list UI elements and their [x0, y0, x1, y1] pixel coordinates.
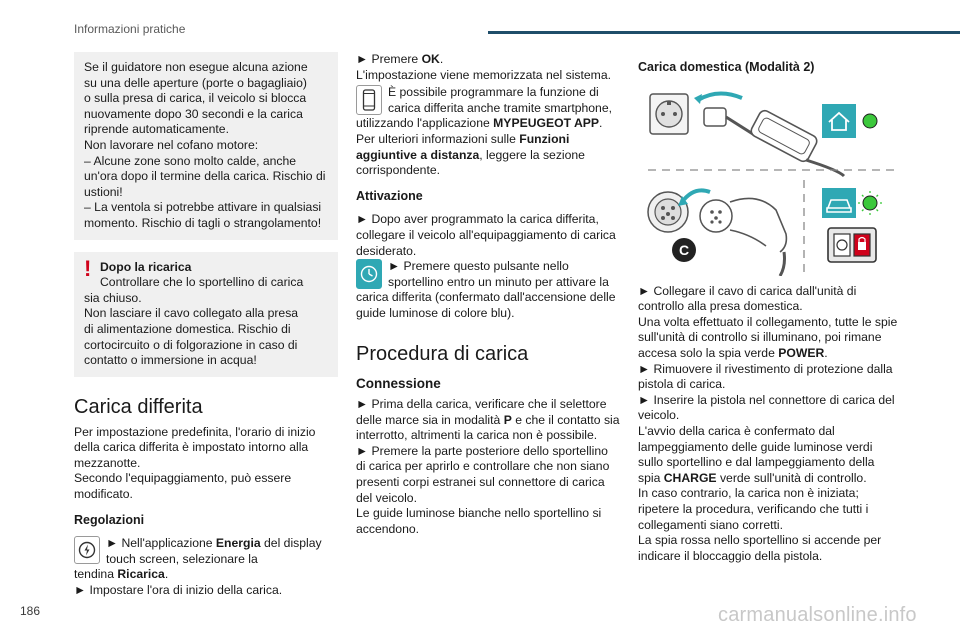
- smartphone-line-2: carica differita anche tramite smartphone,: [388, 100, 612, 115]
- home-charge-line: ripetere la procedura, verificando che tutti i: [638, 501, 869, 516]
- home-icon: [822, 104, 856, 138]
- home-charge-line: pistola di carica.: [638, 377, 726, 392]
- green-light-icon: [863, 114, 877, 128]
- paragraph-line: Secondo l'equipaggiamento, può essere: [74, 471, 292, 486]
- box1-line: nuovamente dopo 30 secondi e la carica: [84, 106, 303, 121]
- box1-line: o sulla presa di carica, il veicolo si blocca: [84, 91, 307, 106]
- smartphone-icon: [356, 85, 382, 115]
- smartphone-row: [356, 85, 624, 116]
- warning-line: Controllare che lo sportellino di carica: [100, 275, 304, 290]
- connection-line: accendono.: [356, 521, 420, 536]
- more-info-line-3: corrispondente.: [356, 163, 441, 178]
- connection-line: di carica per aprirlo e controllare che non siano: [356, 459, 610, 474]
- column-left: [74, 52, 338, 599]
- warning-line: sia chiuso.: [84, 290, 142, 305]
- box1-line: momento. Rischio di tagli o strangolamento!: [84, 215, 322, 230]
- car-icon: [822, 188, 856, 218]
- settings-line-2: touch screen, selezionare la: [106, 551, 258, 566]
- home-charging-illustration: [638, 84, 900, 276]
- smartphone-line-3: utilizzando l'applicazione MYPEUGEOT APP.: [356, 116, 603, 131]
- box1-line: – Alcune zone sono molto calde, anche: [84, 153, 297, 168]
- home-charge-line: ► Rimuovere il rivestimento di protezione dalla: [638, 361, 893, 376]
- subsection-title-activation: Attivazione: [356, 188, 423, 203]
- paragraph-line: della carica differita è impostato intorno alla: [74, 440, 309, 455]
- home-charge-line: veicolo.: [638, 408, 680, 423]
- box1-line: un'ora dopo il termine della carica. Rischio di: [84, 169, 326, 184]
- home-charge-line: In caso contrario, la carica non è iniziata;: [638, 486, 859, 501]
- household-socket-icon: [650, 94, 688, 134]
- activation-line: desiderato.: [356, 243, 417, 258]
- header-accent-bar: [488, 31, 960, 34]
- settings-line-3: tendina Ricarica.: [74, 567, 169, 582]
- info-box-locking: [74, 52, 338, 240]
- home-charge-line: ► Collegare il cavo di carica dall'unità di: [638, 283, 857, 298]
- more-info-line-1: Per ulteriori informazioni sulle Funzioni: [356, 131, 570, 146]
- box1-line: – La ventola si potrebbe attivare in qualsiasi: [84, 200, 322, 215]
- button-line-2: sportellino entro un minuto per attivare la: [388, 274, 609, 289]
- warning-line: di alimentazione domestica. Rischio di: [84, 321, 291, 336]
- page-number: 186: [20, 604, 41, 618]
- connection-line: presenti corpi estranei sul connettore di carica: [356, 475, 605, 490]
- deferred-charge-button-icon: [356, 259, 382, 289]
- box1-line: Se il guidatore non esegue alcuna azione: [84, 60, 308, 74]
- page-header-title: Informazioni pratiche: [74, 22, 186, 36]
- connection-line: interrotto, altrimenti la carica non è possibile.: [356, 428, 598, 443]
- subsection-title-home-charging: Carica domestica (Modalità 2): [638, 60, 815, 74]
- green-blinking-light-icon: [863, 196, 877, 210]
- smartphone-line-1: È possibile programmare la funzione di: [388, 85, 599, 100]
- paragraph-line: mezzanotte.: [74, 455, 141, 470]
- charging-gun-icon: [700, 198, 786, 276]
- connection-line: del veicolo.: [356, 490, 417, 505]
- home-charge-line: La spia rossa nello sportellino si accende per: [638, 533, 882, 548]
- memorized-line: L'impostazione viene memorizzata nel sistema.: [356, 67, 611, 82]
- connection-line: delle marce sia in modalità P e che il contatto sia: [356, 412, 620, 427]
- box1-line: Non lavorare nel cofano motore:: [84, 137, 259, 152]
- home-charge-line: sullo sportellino e dal lampeggiamento della: [638, 455, 875, 470]
- label-c-text: C: [678, 241, 690, 258]
- home-charge-line: collegamenti siano corretti.: [638, 517, 783, 532]
- home-charge-line: Una volta effettuato il collegamento, tutte le spie: [638, 314, 898, 329]
- warning-icon: !: [84, 255, 92, 281]
- watermark: carmanualsonline.info: [718, 604, 917, 626]
- home-charge-line: accesa solo la spia verde POWER.: [638, 345, 828, 360]
- charge-door-panel-icon: [828, 228, 876, 262]
- settings-line-1: ► Nell'applicazione Energia del display: [106, 536, 322, 551]
- column-middle: [356, 52, 624, 537]
- warning-box-after-charge: [74, 252, 338, 377]
- paragraph-line: Per impostazione predefinita, l'orario di inizio: [74, 424, 316, 439]
- connection-line: ► Premere la parte posteriore dello sportellino: [356, 443, 608, 458]
- warning-line: Non lasciare il cavo collegato alla presa: [84, 306, 299, 321]
- box1-line: riprende automaticamente.: [84, 122, 229, 137]
- button-line: carica differita (confermato dall'accensione delle: [356, 290, 616, 305]
- section-title-deferred-charge: Carica differita: [74, 395, 203, 418]
- subsection-title-settings: Regolazioni: [74, 512, 145, 527]
- warning-line: contatto o immersione in acqua!: [84, 353, 257, 368]
- home-charge-line: controllo alla presa domestica.: [638, 299, 803, 314]
- warning-line: cortocircuito o di folgorazione in caso di: [84, 337, 298, 352]
- more-info-line-2: aggiuntive a distanza, leggere la sezione: [356, 147, 585, 162]
- paragraph-line: modificato.: [74, 487, 133, 502]
- home-charge-line: sull'unità di controllo si illuminano, poi rimane: [638, 330, 882, 345]
- subsection-title-connection: Connessione: [356, 375, 441, 391]
- column-right: [638, 52, 900, 564]
- box1-line: su una delle aperture (porte o bagagliaio): [84, 75, 307, 90]
- connection-line: Le guide luminose bianche nello sportellino si: [356, 506, 602, 521]
- activation-line: collegare il veicolo all'equipaggiamento di carica: [356, 227, 616, 242]
- home-charge-line: L'avvio della carica è confermato dal: [638, 423, 835, 438]
- warning-title: Dopo la ricarica: [100, 259, 192, 274]
- home-charge-line: spia CHARGE verde sull'unità di controllo.: [638, 470, 867, 485]
- activation-line: ► Dopo aver programmato la carica differita,: [356, 212, 599, 227]
- press-ok-line: ► Premere OK.: [356, 52, 444, 66]
- section-title-charging-procedure: Procedura di carica: [356, 342, 529, 365]
- connection-line: ► Prima della carica, verificare che il selettore: [356, 397, 607, 412]
- settings-line-4: ► Impostare l'ora di inizio della carica.: [74, 583, 283, 598]
- energy-app-icon: [74, 536, 100, 564]
- home-charge-line: ► Inserire la pistola nel connettore di carica del: [638, 392, 895, 407]
- deferred-button-row: [356, 259, 624, 290]
- home-charge-line: lampeggiamento delle guide luminose verdi: [638, 439, 873, 454]
- energy-app-row: [74, 536, 338, 567]
- button-line-1: ► Premere questo pulsante nello: [388, 259, 569, 274]
- home-charge-line: indicare il bloccaggio della pistola.: [638, 548, 823, 563]
- button-line: guide luminose di colore blu).: [356, 305, 515, 320]
- box1-line: ustioni!: [84, 184, 123, 199]
